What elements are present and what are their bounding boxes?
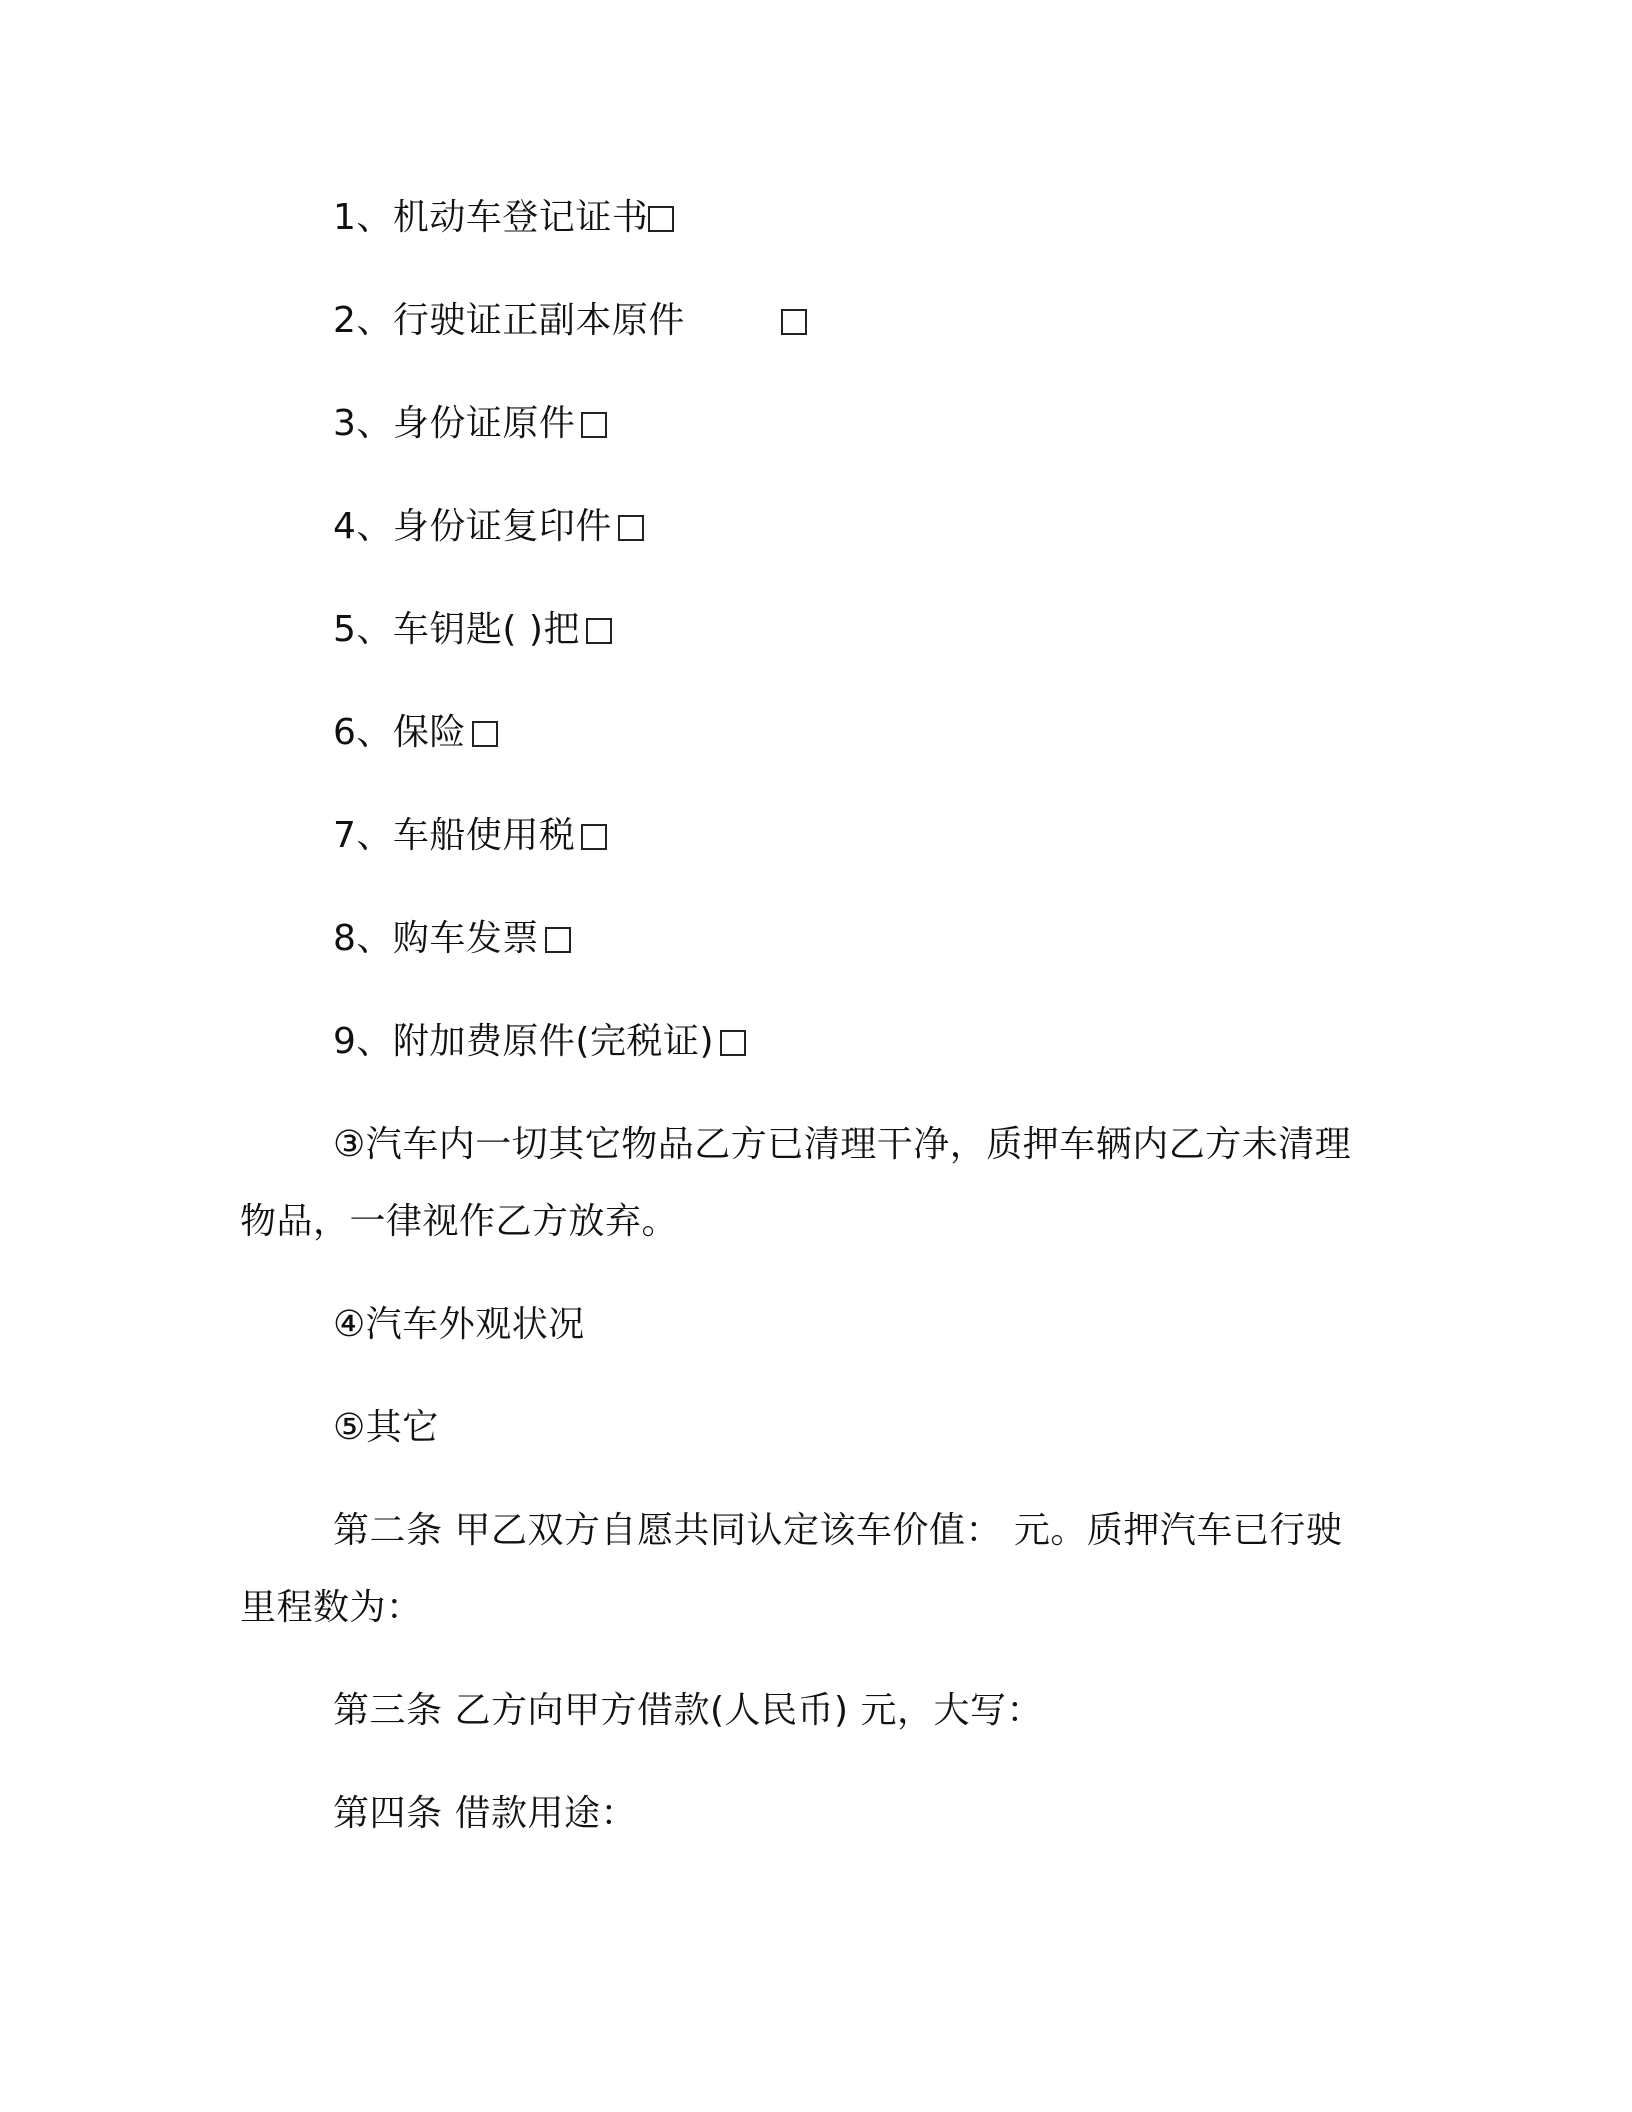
checklist-item-3 — [333, 402, 607, 446]
item-number: 6、 — [333, 712, 393, 753]
article-2-line-1: 第二条 甲乙双方自愿共同认定该车价值： 元。质押汽车已行驶 — [333, 1510, 1343, 1551]
item-text: 保险 — [392, 712, 466, 753]
item-number: 9、 — [333, 1021, 393, 1062]
checklist-item-1 — [333, 196, 674, 240]
checkbox-icon — [648, 206, 674, 232]
item-text: 行驶证正副本原件 — [392, 300, 685, 341]
item-number: 1、 — [333, 197, 393, 238]
article-2-line-2: 里程数为： — [240, 1587, 423, 1628]
checklist-item-2 — [333, 299, 807, 343]
item-number: 2、 — [333, 300, 393, 341]
checkbox-icon — [781, 309, 807, 335]
article-3: 第三条 乙方向甲方借款(人民币) 元，大写： — [333, 1690, 1043, 1731]
item-text: 机动车登记证书 — [392, 197, 649, 238]
checkbox-icon — [581, 824, 607, 850]
article-4: 第四条 借款用途： — [333, 1793, 637, 1834]
item-text: 车船使用税 — [392, 815, 576, 856]
item-number: 7、 — [333, 815, 393, 856]
checklist-item-9 — [333, 1020, 746, 1064]
checkbox-icon — [472, 721, 498, 747]
item-number: 3、 — [333, 403, 393, 444]
paragraph-3-line-1: ③汽车内一切其它物品乙方已清理干净，质押车辆内乙方未清理 — [333, 1124, 1352, 1165]
item-number: 4、 — [333, 506, 393, 547]
item-text: 身份证原件 — [392, 403, 576, 444]
item-number: 8、 — [333, 918, 393, 959]
checklist-item-8 — [333, 917, 571, 961]
checklist-item-7 — [333, 814, 607, 858]
checkbox-icon — [586, 618, 612, 644]
item-text: 附加费原件(完税证) — [392, 1021, 714, 1062]
paragraph-5: ⑤其它 — [333, 1407, 439, 1448]
paragraph-4: ④汽车外观状况 — [333, 1304, 585, 1345]
checklist-item-6 — [333, 711, 498, 755]
item-text: 身份证复印件 — [392, 506, 612, 547]
item-number: 5、 — [333, 609, 393, 650]
checkbox-icon — [618, 515, 644, 541]
checkbox-icon — [581, 412, 607, 438]
paragraph-3-line-2: 物品，一律视作乙方放弃。 — [240, 1201, 679, 1242]
checkbox-icon — [545, 927, 571, 953]
checklist-item-5 — [333, 608, 612, 652]
checklist-item-4 — [333, 505, 644, 549]
item-text: 车钥匙( )把 — [392, 609, 580, 650]
checkbox-icon — [720, 1030, 746, 1056]
item-text: 购车发票 — [392, 918, 539, 959]
